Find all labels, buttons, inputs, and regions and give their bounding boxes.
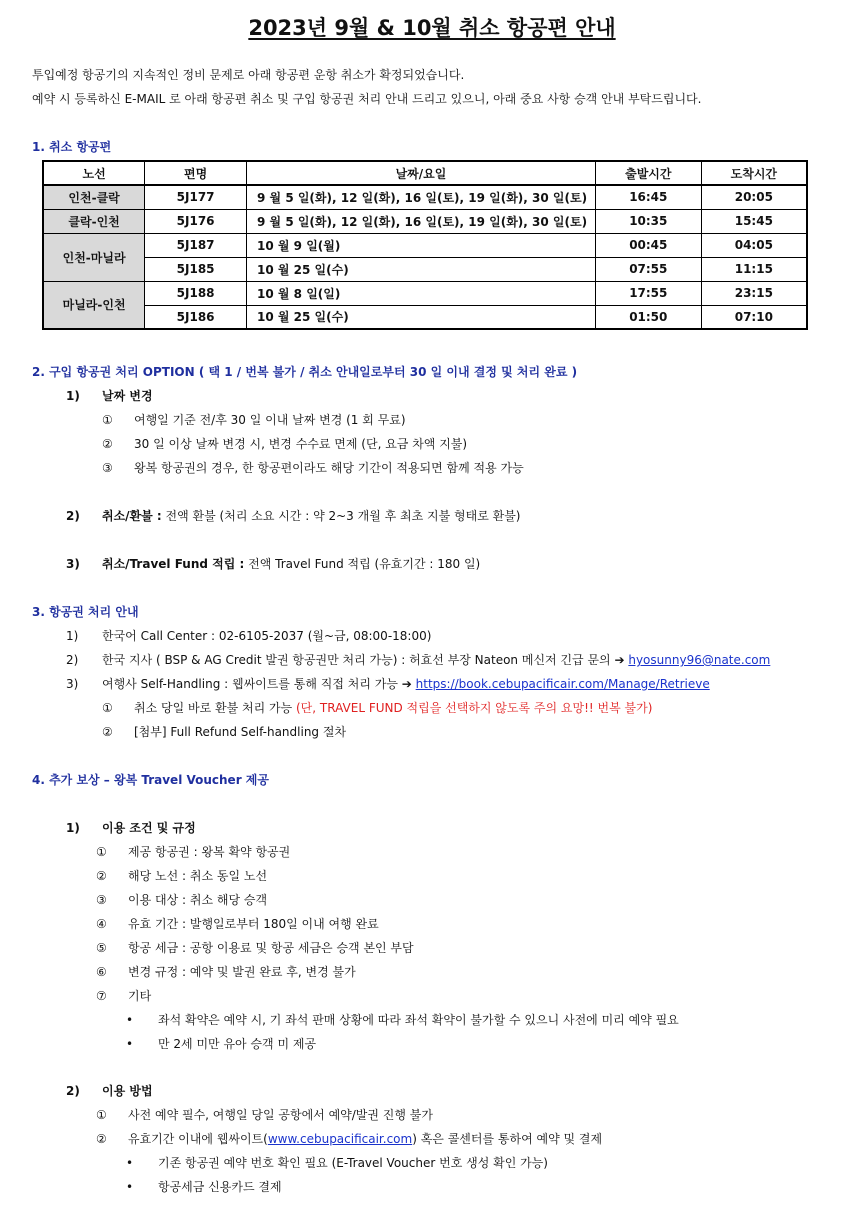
- item-label: 이용 방법: [102, 1084, 153, 1098]
- route-cell: 클락-인천: [43, 209, 145, 233]
- bullet-text: 항공세금 신용카드 결제: [158, 1180, 282, 1194]
- section4-heading: 4. 추가 보상 – 왕복 Travel Voucher 제공: [32, 773, 269, 787]
- departure-cell: 16:45: [595, 185, 701, 209]
- item-text: 전액 Travel Fund 적립 (유효기간 : 180 일): [244, 557, 481, 571]
- voucher-method-item: [96, 1131, 602, 1147]
- handling-item-1: [66, 628, 431, 644]
- item-text: 여행사 Self-Handling : 웹싸이트를 통해 직접 처리 가능: [102, 677, 402, 691]
- option-item-2: [66, 508, 521, 524]
- item-number: 3): [66, 557, 80, 571]
- table-row: [43, 257, 807, 281]
- handling-sub-item: [102, 700, 652, 716]
- table-row: [43, 233, 807, 257]
- circled-number: ⑥: [96, 965, 107, 979]
- flight-cell: 5J186: [145, 305, 247, 329]
- route-cell: 마닐라-인천: [43, 281, 145, 329]
- arrow-right-icon: ➔: [401, 677, 412, 691]
- bullet-text: 만 2세 미만 유아 승객 미 제공: [158, 1037, 317, 1051]
- arrival-cell: 20:05: [701, 185, 807, 209]
- bullet-icon: •: [126, 1013, 134, 1027]
- item-label: 취소/환불 :: [102, 509, 162, 523]
- circled-number: ⑦: [96, 989, 107, 1003]
- flight-cell: 5J176: [145, 209, 247, 233]
- voucher-sub-item: [96, 940, 414, 956]
- circled-number: ②: [96, 869, 107, 883]
- item-label: 이용 조건 및 규정: [102, 821, 196, 835]
- departure-cell: 10:35: [595, 209, 701, 233]
- column-header-flight: 편명: [145, 161, 247, 185]
- table-header-row: [43, 161, 807, 185]
- item-number: 3): [66, 677, 79, 691]
- arrival-cell: 11:15: [701, 257, 807, 281]
- voucher-bullet-item: [126, 1012, 679, 1028]
- circled-number: ⑤: [96, 941, 107, 955]
- column-header-arrival: 도착시간: [701, 161, 807, 185]
- circled-number: ③: [96, 893, 107, 907]
- voucher-sub-item: [96, 868, 267, 884]
- option-sub-item: [102, 460, 524, 476]
- sub-item-text: 사전 예약 필수, 여행일 당일 공항에서 예약/발권 진행 불가: [128, 1108, 433, 1122]
- bullet-icon: •: [126, 1156, 134, 1170]
- dates-cell: 10 월 9 일(월): [247, 233, 596, 257]
- column-header-dates: 날짜/요일: [247, 161, 596, 185]
- arrow-right-icon: ➔: [614, 653, 625, 667]
- item-label: 날짜 변경: [102, 389, 153, 403]
- departure-cell: 17:55: [595, 281, 701, 305]
- route-cell: 인천-클락: [43, 185, 145, 209]
- bullet-icon: •: [126, 1037, 134, 1051]
- flight-cell: 5J185: [145, 257, 247, 281]
- circled-number: ①: [102, 701, 113, 715]
- table-row: [43, 209, 807, 233]
- voucher-method-item: [96, 1107, 433, 1123]
- flight-cell: 5J177: [145, 185, 247, 209]
- route-cell: 인천-마닐라: [43, 233, 145, 281]
- manage-booking-link[interactable]: https://book.cebupacificair.com/Manage/Retrieve: [415, 677, 710, 691]
- website-link[interactable]: www.cebupacificair.com: [267, 1132, 413, 1146]
- column-header-route: 노선: [43, 161, 145, 185]
- intro-line-2: 예약 시 등록하신 E-MAIL 로 아래 항공편 취소 및 구입 항공권 처리 안내 드리고 있으니, 아래 중요 사항 승객 안내 부탁드립니다.: [32, 92, 702, 106]
- column-header-departure: 출발시간: [595, 161, 701, 185]
- section1-heading: 1. 취소 항공편: [32, 140, 112, 154]
- arrival-cell: 23:15: [701, 281, 807, 305]
- warning-text: (단, TRAVEL FUND 적립을 선택하지 않도록 주의 요망!! 번복 불가): [296, 701, 653, 715]
- item-number: 1): [66, 629, 79, 643]
- table-row: [43, 185, 807, 209]
- voucher-bullet-item: [126, 1155, 548, 1171]
- dates-cell: 9 월 5 일(화), 12 일(화), 16 일(토), 19 일(화), 30 일(토): [247, 185, 596, 209]
- item-number: 2): [66, 509, 80, 523]
- flight-cell: 5J187: [145, 233, 247, 257]
- table-row: [43, 305, 807, 329]
- sub-item-text: 제공 항공권 : 왕복 확약 항공권: [128, 845, 291, 859]
- option-item-3: [66, 556, 480, 572]
- bullet-icon: •: [126, 1180, 134, 1194]
- circled-number: ②: [96, 1132, 107, 1146]
- item-text: 한국어 Call Center : 02-6105-2037 (월~금, 08:00-18:00): [102, 629, 432, 643]
- sub-item-text: 30 일 이상 날짜 변경 시, 변경 수수료 면제 (단, 요금 차액 지불): [134, 437, 468, 451]
- sub-item-text: 왕복 항공권의 경우, 한 항공편이라도 해당 기간이 적용되면 함께 적용 가능: [134, 461, 524, 475]
- section3-heading: 3. 항공권 처리 안내: [32, 605, 139, 619]
- arrival-cell: 07:10: [701, 305, 807, 329]
- option-sub-item: [102, 436, 467, 452]
- handling-item-3: [66, 676, 710, 692]
- option-item-1: [66, 388, 153, 404]
- item-label: 취소/Travel Fund 적립 :: [102, 557, 245, 571]
- circled-number: ②: [102, 725, 113, 739]
- item-text: 전액 환불 (처리 소요 시간 : 약 2~3 개월 후 최초 지불 형태로 환불): [161, 509, 521, 523]
- dates-cell: 9 월 5 일(화), 12 일(화), 16 일(토), 19 일(화), 30 일(토): [247, 209, 596, 233]
- sub-item-text: 변경 규정 : 예약 및 발권 완료 후, 변경 불가: [128, 965, 356, 979]
- item-number: 2): [66, 653, 79, 667]
- handling-sub-item: [102, 724, 346, 740]
- voucher-sub-item: [96, 988, 151, 1004]
- table-row: [43, 281, 807, 305]
- page-title: [0, 12, 864, 42]
- arrival-cell: 04:05: [701, 233, 807, 257]
- item-number: 1): [66, 821, 80, 835]
- bullet-text: 좌석 확약은 예약 시, 기 좌석 판매 상황에 따라 좌석 확약이 불가할 수 있으니 사전에 미리 예약 필요: [158, 1013, 679, 1027]
- email-link[interactable]: hyosunny96@nate.com: [628, 653, 771, 667]
- voucher-bullet-item: [126, 1179, 282, 1195]
- departure-cell: 07:55: [595, 257, 701, 281]
- voucher-part-2: [66, 1083, 153, 1099]
- item-text: 한국 지사 ( BSP & AG Credit 발권 항공권만 처리 가능) : 허효선 부장 Nateon 메신저 긴급 문의: [102, 653, 615, 667]
- circled-number: ①: [102, 413, 113, 427]
- flight-cell: 5J188: [145, 281, 247, 305]
- section2-heading: 2. 구입 항공권 처리 OPTION ( 택 1 / 번복 불가 / 취소 안내일로부터 30 일 이내 결정 및 처리 완료 ): [32, 365, 578, 379]
- item-number: 2): [66, 1084, 80, 1098]
- voucher-sub-item: [96, 892, 267, 908]
- bullet-text: 기존 항공권 예약 번호 확인 필요 (E-Travel Voucher 번호 생성 확인 가능): [158, 1156, 548, 1170]
- sub-item-text: 해당 노선 : 취소 동일 노선: [128, 869, 268, 883]
- departure-cell: 01:50: [595, 305, 701, 329]
- circled-number: ①: [96, 1108, 107, 1122]
- cancelled-flights-table: [42, 160, 808, 330]
- departure-cell: 00:45: [595, 233, 701, 257]
- circled-number: ③: [102, 461, 113, 475]
- voucher-bullet-item: [126, 1036, 316, 1052]
- dates-cell: 10 월 25 일(수): [247, 305, 596, 329]
- intro-line-1: 투입예정 항공기의 지속적인 정비 문제로 아래 항공편 운항 취소가 확정되었습니다.: [32, 68, 465, 82]
- voucher-sub-item: [96, 916, 379, 932]
- page-title-text: 2023년 9월 & 10월 취소 항공편 안내: [248, 16, 616, 40]
- voucher-sub-item: [96, 844, 290, 860]
- item-number: 1): [66, 389, 80, 403]
- voucher-sub-item: [96, 964, 356, 980]
- dates-cell: 10 월 8 일(일): [247, 281, 596, 305]
- sub-item-text: 유효 기간 : 발행일로부터 180일 이내 여행 완료: [128, 917, 379, 931]
- dates-cell: 10 월 25 일(수): [247, 257, 596, 281]
- arrival-cell: 15:45: [701, 209, 807, 233]
- circled-number: ①: [96, 845, 107, 859]
- sub-item-text: [첨부] Full Refund Self-handling 절차: [134, 725, 347, 739]
- sub-item-text: 기타: [128, 989, 152, 1003]
- sub-item-text: 취소 당일 바로 환불 처리 가능: [134, 701, 296, 715]
- sub-item-text: 이용 대상 : 취소 해당 승객: [128, 893, 268, 907]
- circled-number: ④: [96, 917, 107, 931]
- sub-item-text: ) 혹은 콜센터를 통하여 예약 및 결제: [412, 1132, 603, 1146]
- voucher-part-1: [66, 820, 196, 836]
- option-sub-item: [102, 412, 406, 428]
- sub-item-text: 여행일 기준 전/후 30 일 이내 날짜 변경 (1 회 무료): [134, 413, 406, 427]
- handling-item-2: [66, 652, 770, 668]
- sub-item-text: 유효기간 이내에 웹싸이트(: [128, 1132, 268, 1146]
- sub-item-text: 항공 세금 : 공항 이용료 및 항공 세금은 승객 본인 부담: [128, 941, 414, 955]
- circled-number: ②: [102, 437, 113, 451]
